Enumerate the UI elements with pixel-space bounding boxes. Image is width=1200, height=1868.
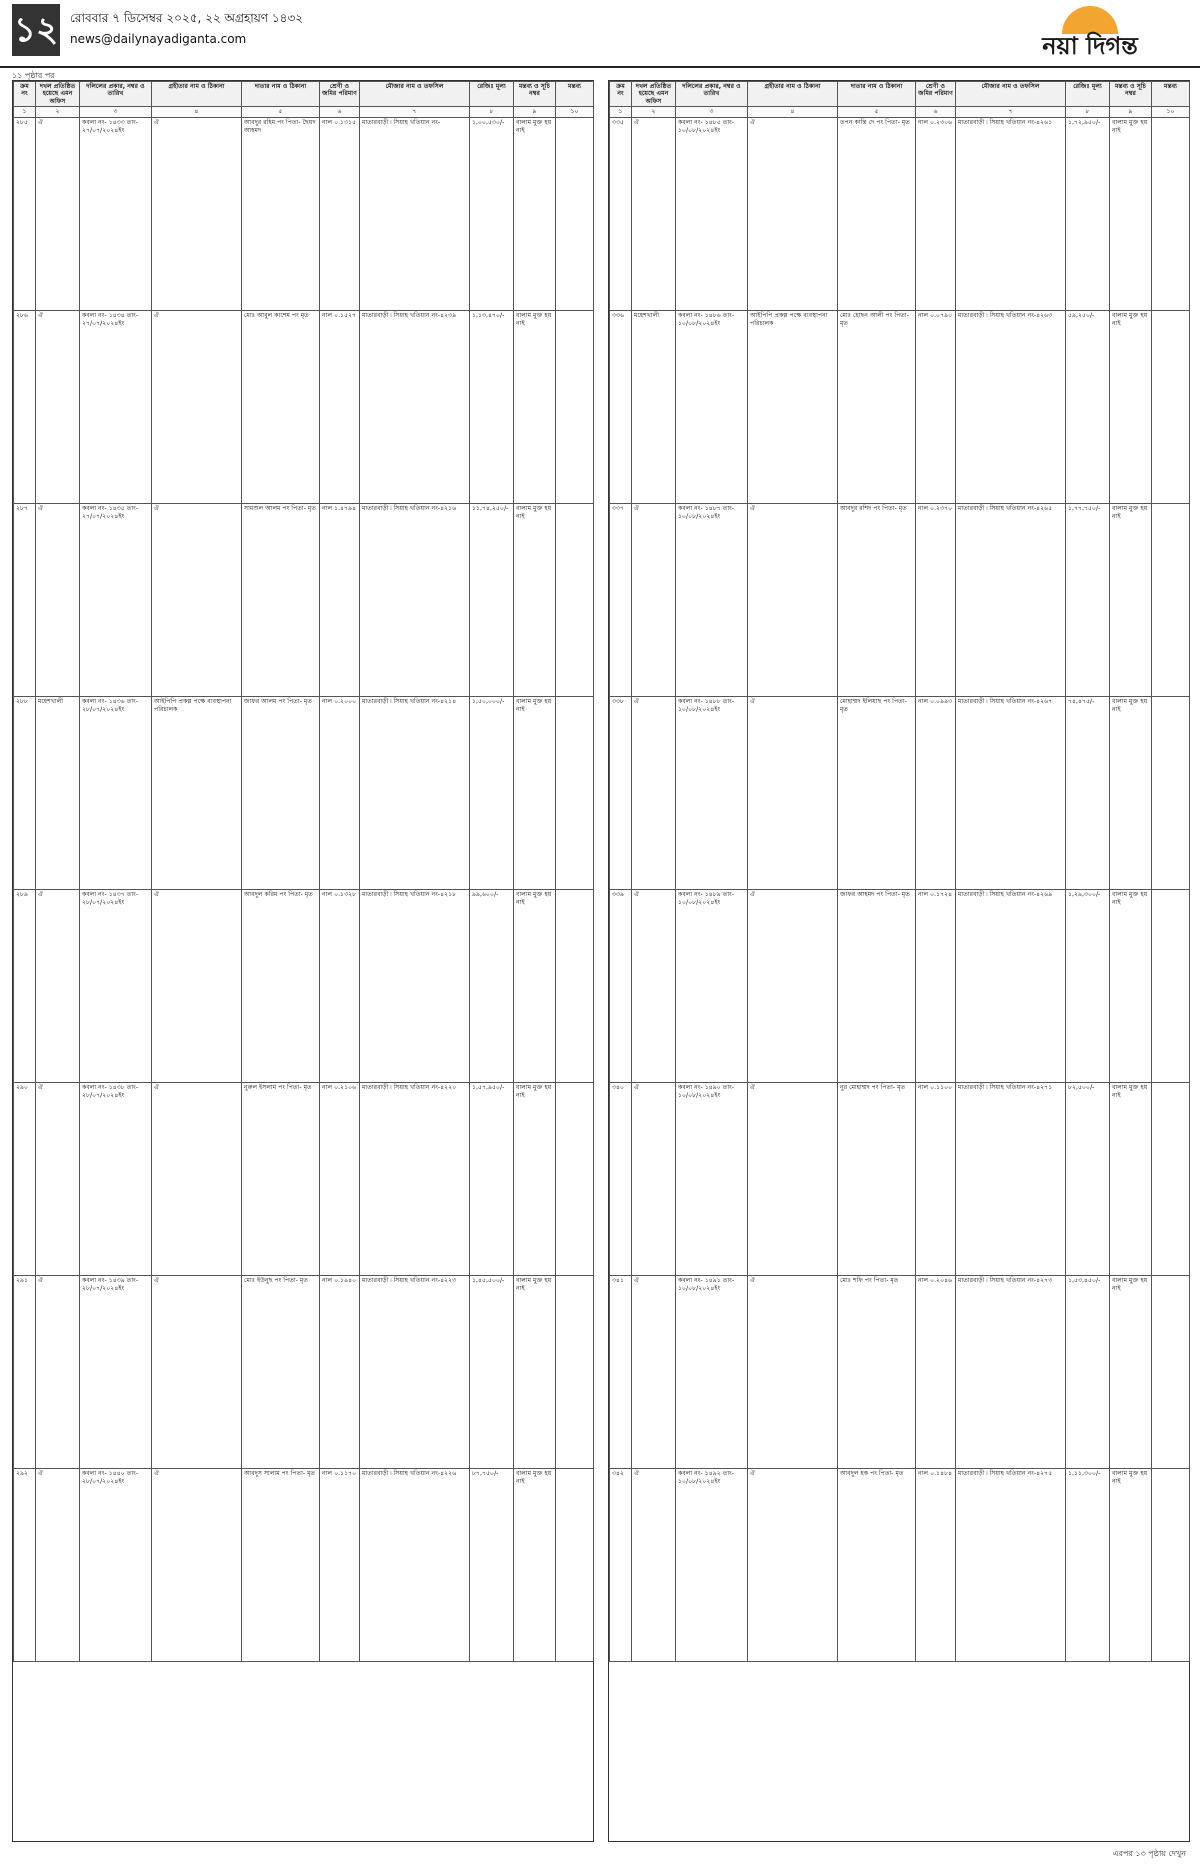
table-cell: মহেশখালী [36, 697, 80, 890]
table-row [14, 118, 594, 311]
table-cell: ঐ [36, 1276, 80, 1469]
table-cell: ৮২,৫০০/- [1066, 1083, 1110, 1276]
table-cell: কবলা নং- ১৪৮৯ তাং- ১০/০৮/২০২৪ইং [676, 890, 748, 1083]
table-cell: ঐ [152, 1276, 242, 1469]
column-header: দাতার নাম ও ঠিকানা [242, 82, 320, 107]
continued-from-label: ১১ পৃষ্ঠার পর [12, 71, 55, 80]
column-header: মন্তব্য ও সূচি নম্বর [514, 82, 556, 107]
table-cell: নাল ০.১১৭০ [320, 1469, 360, 1662]
table-cell: জাফর আলম পং পিতা- মৃত [242, 697, 320, 890]
table-cell: নুর মোহাম্মদ পং পিতা- মৃত [838, 1083, 916, 1276]
table-cell: ঐ [748, 1276, 838, 1469]
continued-on-label: এরপর ১৩ পৃষ্ঠায় দেখুন [1112, 1849, 1186, 1858]
column-number: ৫ [242, 107, 320, 118]
table-row [610, 1276, 1190, 1469]
table-cell: নাল ০.১৭২৪ [916, 890, 956, 1083]
table-cell: বালাম মুক্ত হয় নাই [514, 1469, 556, 1662]
table-cell [556, 1276, 594, 1469]
table-cell [556, 697, 594, 890]
table-cell: কবলা নং- ১৪৮৭ তাং- ১০/০৮/২০২৪ইং [676, 504, 748, 697]
column-number: ৬ [916, 107, 956, 118]
table-cell: আবদুস সালাম পং পিতা- মৃত [242, 1469, 320, 1662]
table-cell: বালাম মুক্ত হয় নাই [1110, 697, 1152, 890]
table-cell: মাতারবাড়ী ৷ সিয়াহ খতিয়ান নং-৪২৭৫ [956, 1469, 1066, 1662]
table-cell: মোঃ শফি পং পিতা- মৃত [838, 1276, 916, 1469]
page-number: ১২ [12, 4, 60, 56]
table-cell: নুরুল ইসলাম পং পিতা- মৃত [242, 1083, 320, 1276]
table-cell: ৩৪০ [610, 1083, 632, 1276]
column-number: ৯ [514, 107, 556, 118]
table-cell: ৩৪১ [610, 1276, 632, 1469]
table-cell: ঐ [36, 1469, 80, 1662]
table-cell: ঐ [748, 890, 838, 1083]
table-cell: বালাম মুক্ত হয় নাই [514, 311, 556, 504]
table-row [610, 504, 1190, 697]
column-header: দলিলের প্রকার, নম্বর ও তারিখ [676, 82, 748, 107]
column-header: রেজিঃ মূল্য [470, 82, 514, 107]
table-cell: ৩৪২ [610, 1469, 632, 1662]
date-line: রোববার ৭ ডিসেম্বর ২০২৫, ২২ অগ্রহায়ণ ১৪৩২ [70, 11, 304, 25]
table-cell: ঐ [152, 1083, 242, 1276]
table-cell: ঐ [36, 890, 80, 1083]
table-cell [1152, 118, 1190, 311]
table-cell: বালাম মুক্ত হয় নাই [1110, 118, 1152, 311]
table-cell: ২৮৮ [14, 697, 36, 890]
table-cell: নাল ০.১৪৮৪ [916, 1469, 956, 1662]
table-cell: বালাম মুক্ত হয় নাই [1110, 1469, 1152, 1662]
table-cell: মাতারবাড়ী ৷ সিয়াহ খতিয়ান নং-৪২৬৭ [956, 697, 1066, 890]
table-cell: বালাম মুক্ত হয় নাই [1110, 504, 1152, 697]
table-cell: ঐ [632, 118, 676, 311]
table-cell: নাল ০.০৭৯০ [916, 311, 956, 504]
table-cell: ১,৭৭,৭৫০/- [1066, 504, 1110, 697]
table-cell: নাল ০.২১০৬ [320, 1083, 360, 1276]
table-cell: বালাম মুক্ত হয় নাই [514, 118, 556, 311]
table-cell [556, 118, 594, 311]
table-cell: ১,৫৭,৯৫০/- [470, 1083, 514, 1276]
table-cell: নাল ০.১৯৪০ [320, 1276, 360, 1469]
table-cell: নাল ০.১৩২৮ [320, 890, 360, 1083]
land-deed-table-left [13, 81, 594, 1662]
column-number: ৭ [956, 107, 1066, 118]
table-row [610, 118, 1190, 311]
table-cell [556, 1083, 594, 1276]
table-cell: বালাম মুক্ত হয় নাই [1110, 1083, 1152, 1276]
table-cell: ৭৪,৪৭৫/- [1066, 697, 1110, 890]
left-table-column [12, 80, 594, 1842]
table-cell: ২৮৭ [14, 504, 36, 697]
column-number: ৩ [80, 107, 152, 118]
table-cell: আবদুর রশিদ পং পিতা- মৃত [838, 504, 916, 697]
table-cell: ৩৩৫ [610, 118, 632, 311]
table-cell: মাতারবাড়ী ৷ সিয়াহ খতিয়ান নং-৪২৩৯ [360, 311, 470, 504]
table-cell: মাতারবাড়ী ৷ সিয়াহ খতিয়ান নং-৪২১৪ [360, 697, 470, 890]
newspaper-logo [990, 6, 1190, 60]
column-header: দখল প্রতিষ্ঠিত হয়েছে এমন অফিস [36, 82, 80, 107]
table-cell: ২৮৯ [14, 890, 36, 1083]
table-cell: ১১,৭৪,২৫০/- [470, 504, 514, 697]
table-number-row [14, 107, 594, 118]
table-cell: আইপিপি প্রকল্প পক্ষে ব্যবস্থাপনা পরিচালক [152, 697, 242, 890]
table-header-row [14, 82, 594, 107]
table-cell: ঐ [748, 504, 838, 697]
column-header: ক্রম নং [14, 82, 36, 107]
table-header-row [610, 82, 1190, 107]
column-header: মন্তব্য [556, 82, 594, 107]
masthead [0, 0, 1200, 68]
table-cell: মাতারবাড়ী ৷ সিয়াহ খতিয়ান নং-৪২৭১ [956, 1083, 1066, 1276]
column-number: ৭ [360, 107, 470, 118]
table-row [14, 890, 594, 1083]
table-cell: আবদুল করিম পং পিতা- মৃত [242, 890, 320, 1083]
table-cell: কবলা নং- ১৪৪০ তাং- ২৮/০৭/২০২৪ইং [80, 1469, 152, 1662]
table-cell: ঐ [632, 697, 676, 890]
column-number: ৯ [1110, 107, 1152, 118]
table-cell: কবলা নং- ১৪৩৮ তাং- ২৮/০৭/২০২৪ইং [80, 1083, 152, 1276]
table-cell: বালাম মুক্ত হয় নাই [514, 697, 556, 890]
column-number: ১০ [556, 107, 594, 118]
table-cell: মাতারবাড়ী ৷ সিয়াহ খতিয়ান নং-৪২৬৫ [956, 504, 1066, 697]
table-cell: বালাম মুক্ত হয় নাই [514, 890, 556, 1083]
table-cell [1152, 504, 1190, 697]
table-cell: জাফর আহমদ পং পিতা- মৃত [838, 890, 916, 1083]
table-cell: কবলা নং- ১৪৩৩ তাং- ২৭/০৭/২০২৪ইং [80, 118, 152, 311]
column-number: ১ [610, 107, 632, 118]
table-cell: কবলা নং- ১৪৮৮ তাং- ১০/০৮/২০২৪ইং [676, 697, 748, 890]
table-cell: আইপিপি প্রকল্প পক্ষে ব্যবস্থাপনা পরিচালক [748, 311, 838, 504]
table-cell: বালাম মুক্ত হয় নাই [1110, 890, 1152, 1083]
table-cell: ঐ [152, 504, 242, 697]
column-header: মন্তব্য ও সূচি নম্বর [1110, 82, 1152, 107]
table-cell: সামশুল আলম পং পিতা- মৃত [242, 504, 320, 697]
land-deed-table-right [609, 81, 1190, 1662]
table-cell: মাতারবাড়ী ৷ সিয়াহ খতিয়ান নং-৪২২৩ [360, 1276, 470, 1469]
column-number: ১ [14, 107, 36, 118]
table-cell: ঐ [152, 890, 242, 1083]
table-cell: ঐ [748, 697, 838, 890]
table-cell: কবলা নং- ১৪৯২ তাং- ১০/০৮/২০২৪ইং [676, 1469, 748, 1662]
table-cell: মহেশখালী [632, 311, 676, 504]
table-cell: মোঃ আবুল কাশেম পং মৃত [242, 311, 320, 504]
column-number: ৮ [470, 107, 514, 118]
table-cell: নাল ০.২৩০৬ [916, 118, 956, 311]
table-cell: ৩৩৮ [610, 697, 632, 890]
table-cell: ১,৫৩,৪৫০/- [1066, 1276, 1110, 1469]
table-cell: ৩৩৭ [610, 504, 632, 697]
table-cell: ১,১১,৩০০/- [1066, 1469, 1110, 1662]
table-cell: ১,২৯,৩০০/- [1066, 890, 1110, 1083]
table-cell: মাতারবাড়ী ৷ সিয়াহ খতিয়ান নং-৪২৬৯ [956, 890, 1066, 1083]
table-cell: নাল ০.১৫২৭ [320, 311, 360, 504]
table-row [610, 1469, 1190, 1662]
table-cell: মাতারবাড়ী ৷ সিয়াহ খতিয়ান নং- [360, 118, 470, 311]
table-cell: ঐ [36, 118, 80, 311]
table-cell: ঐ [36, 504, 80, 697]
column-number: ২ [36, 107, 80, 118]
table-cell: বালাম মুক্ত হয় নাই [1110, 1276, 1152, 1469]
table-cell: ঐ [632, 1083, 676, 1276]
table-cell: ৩৩৯ [610, 890, 632, 1083]
table-cell [1152, 1276, 1190, 1469]
table-cell: মোহাম্মদ ইলিয়াছ পং পিতা- মৃত [838, 697, 916, 890]
column-number: ২ [632, 107, 676, 118]
table-cell: ঐ [152, 311, 242, 504]
column-header: শ্রেণী ও জমির পরিমাণ [916, 82, 956, 107]
right-table-column [608, 80, 1190, 1842]
table-row [14, 1276, 594, 1469]
table-cell: ২৯১ [14, 1276, 36, 1469]
table-cell: কবলা নং- ১৪৩৫ তাং- ২৭/০৭/২০২৪ইং [80, 504, 152, 697]
logo-text: নয়া দিগন্ত [1042, 31, 1138, 60]
table-cell: নাল ০.০৯৯৩ [916, 697, 956, 890]
table-cell: নাল ০.২০০০ [320, 697, 360, 890]
table-cell: নাল ০.২০৪৬ [916, 1276, 956, 1469]
table-cell: মাতারবাড়ী ৷ সিয়াহ খতিয়ান নং-৪২১৮ [360, 890, 470, 1083]
table-cell: ১,৫০,০০০/- [470, 697, 514, 890]
table-cell [1152, 890, 1190, 1083]
table-cell: ৩৩৬ [610, 311, 632, 504]
table-cell: ঐ [632, 890, 676, 1083]
column-header: রেজিঃ মূল্য [1066, 82, 1110, 107]
column-header: ক্রম নং [610, 82, 632, 107]
table-cell: ৮৭,৭৫০/- [470, 1469, 514, 1662]
table-cell: কবলা নং- ১৪৩৬ তাং- ২৮/০৭/২০২৪ইং [80, 697, 152, 890]
column-number: ৪ [748, 107, 838, 118]
table-row [610, 890, 1190, 1083]
table-cell: বালাম মুক্ত হয় নাই [514, 1083, 556, 1276]
column-number: ৪ [152, 107, 242, 118]
table-cell: মোঃ হোছন আলী পং পিতা- মৃত [838, 311, 916, 504]
column-number: ১০ [1152, 107, 1190, 118]
table-cell: কবলা নং- ১৪৩৭ তাং- ২৮/০৭/২০২৪ইং [80, 890, 152, 1083]
email: news@dailynayadiganta.com [70, 32, 247, 46]
table-cell: কবলা নং- ১৪৩৯ তাং- ২৮/০৭/২০২৪ইং [80, 1276, 152, 1469]
table-cell: ১,০০,৫৩০/- [470, 118, 514, 311]
table-cell: ঐ [152, 118, 242, 311]
table-cell: ২৯২ [14, 1469, 36, 1662]
table-number-row [610, 107, 1190, 118]
column-number: ৮ [1066, 107, 1110, 118]
column-header: গ্রহীতার নাম ও ঠিকানা [748, 82, 838, 107]
table-cell: ১,৪৫,৫০০/- [470, 1276, 514, 1469]
table-cell [1152, 697, 1190, 890]
table-cell: ঐ [632, 504, 676, 697]
column-header: দলিলের প্রকার, নম্বর ও তারিখ [80, 82, 152, 107]
table-cell: ঐ [152, 1469, 242, 1662]
table-cell: নাল ১.৪৭৯৪ [320, 504, 360, 697]
table-cell: ২৮৬ [14, 311, 36, 504]
column-header: গ্রহীতার নাম ও ঠিকানা [152, 82, 242, 107]
table-cell [556, 504, 594, 697]
table-cell: ঐ [748, 1469, 838, 1662]
table-cell: কবলা নং- ১৪৯১ তাং- ১০/০৮/২০২৪ইং [676, 1276, 748, 1469]
table-cell: বালাম মুক্ত হয় নাই [1110, 311, 1152, 504]
column-header: মন্তব্য [1152, 82, 1190, 107]
table-cell [1152, 311, 1190, 504]
table-cell: মাতারবাড়ী ৷ সিয়াহ খতিয়ান নং-৪২৬৩ [956, 311, 1066, 504]
table-cell: ঐ [632, 1276, 676, 1469]
table-cell: ঐ [36, 1083, 80, 1276]
column-header: মৌজার নাম ও তফসিল [360, 82, 470, 107]
table-cell: ২৮৫ [14, 118, 36, 311]
table-cell: নাল ০.১৩১৫ [320, 118, 360, 311]
table-cell: ২৯০ [14, 1083, 36, 1276]
table-row [610, 697, 1190, 890]
column-header: মৌজার নাম ও তফসিল [956, 82, 1066, 107]
table-cell: মাতারবাড়ী ৷ সিয়াহ খতিয়ান নং-৪২১৬ [360, 504, 470, 697]
table-cell: ঐ [748, 1083, 838, 1276]
table-cell: নাল ০.১১০০ [916, 1083, 956, 1276]
table-cell: কবলা নং- ১৪৮৫ তাং- ১০/০৮/২০২৪ইং [676, 118, 748, 311]
table-cell [1152, 1469, 1190, 1662]
table-cell: ৯৯,৬০০/- [470, 890, 514, 1083]
table-row [14, 1469, 594, 1662]
table-cell: বালাম মুক্ত হয় নাই [514, 504, 556, 697]
table-cell: নাল ০.২৩৭০ [916, 504, 956, 697]
table-cell: আবদুল হক পং পিতা- মৃত [838, 1469, 916, 1662]
table-cell: মোঃ ইউনুছ পং পিতা- মৃত [242, 1276, 320, 1469]
table-row [14, 504, 594, 697]
table-cell: ঐ [632, 1469, 676, 1662]
table-row [14, 697, 594, 890]
column-header: দাতার নাম ও ঠিকানা [838, 82, 916, 107]
table-cell: কবলা নং- ১৪৮৬ তাং- ১০/০৮/২০২৪ইং [676, 311, 748, 504]
column-header: দখল প্রতিষ্ঠিত হয়েছে এমন অফিস [632, 82, 676, 107]
table-cell: আবদুর রহিম পং পিতা- ছৈয়দ আহমদ [242, 118, 320, 311]
table-cell: বালাম মুক্ত হয় নাই [514, 1276, 556, 1469]
table-cell [556, 1469, 594, 1662]
table-cell [1152, 1083, 1190, 1276]
table-cell: মাতারবাড়ী ৷ সিয়াহ খতিয়ান নং-৪২২০ [360, 1083, 470, 1276]
table-cell: কবলা নং- ১৪৯০ তাং- ১০/০৮/২০২৪ইং [676, 1083, 748, 1276]
table-cell: ১,৭২,৯৫০/- [1066, 118, 1110, 311]
table-cell [556, 311, 594, 504]
column-number: ৫ [838, 107, 916, 118]
table-cell: ৫৯,২৫০/- [1066, 311, 1110, 504]
table-row [14, 1083, 594, 1276]
table-cell: কবলা নং- ১৪৩৪ তাং- ২৭/০৭/২০২৪ইং [80, 311, 152, 504]
column-header: শ্রেণী ও জমির পরিমাণ [320, 82, 360, 107]
table-cell: ১,১৩,৪৭০/- [470, 311, 514, 504]
table-row [14, 311, 594, 504]
table-row [610, 311, 1190, 504]
column-number: ৩ [676, 107, 748, 118]
table-cell: তপন কান্তি দে পং পিতা- মৃত [838, 118, 916, 311]
table-cell [556, 890, 594, 1083]
table-cell: ঐ [748, 118, 838, 311]
column-number: ৬ [320, 107, 360, 118]
table-row [610, 1083, 1190, 1276]
table-cell: মাতারবাড়ী ৷ সিয়াহ খতিয়ান নং-৪২৭৩ [956, 1276, 1066, 1469]
table-cell: ঐ [36, 311, 80, 504]
table-cell: মাতারবাড়ী ৷ সিয়াহ খতিয়ান নং-৪২২৬ [360, 1469, 470, 1662]
table-cell: মাতারবাড়ী ৷ সিয়াহ খতিয়ান নং-৪২৬১ [956, 118, 1066, 311]
